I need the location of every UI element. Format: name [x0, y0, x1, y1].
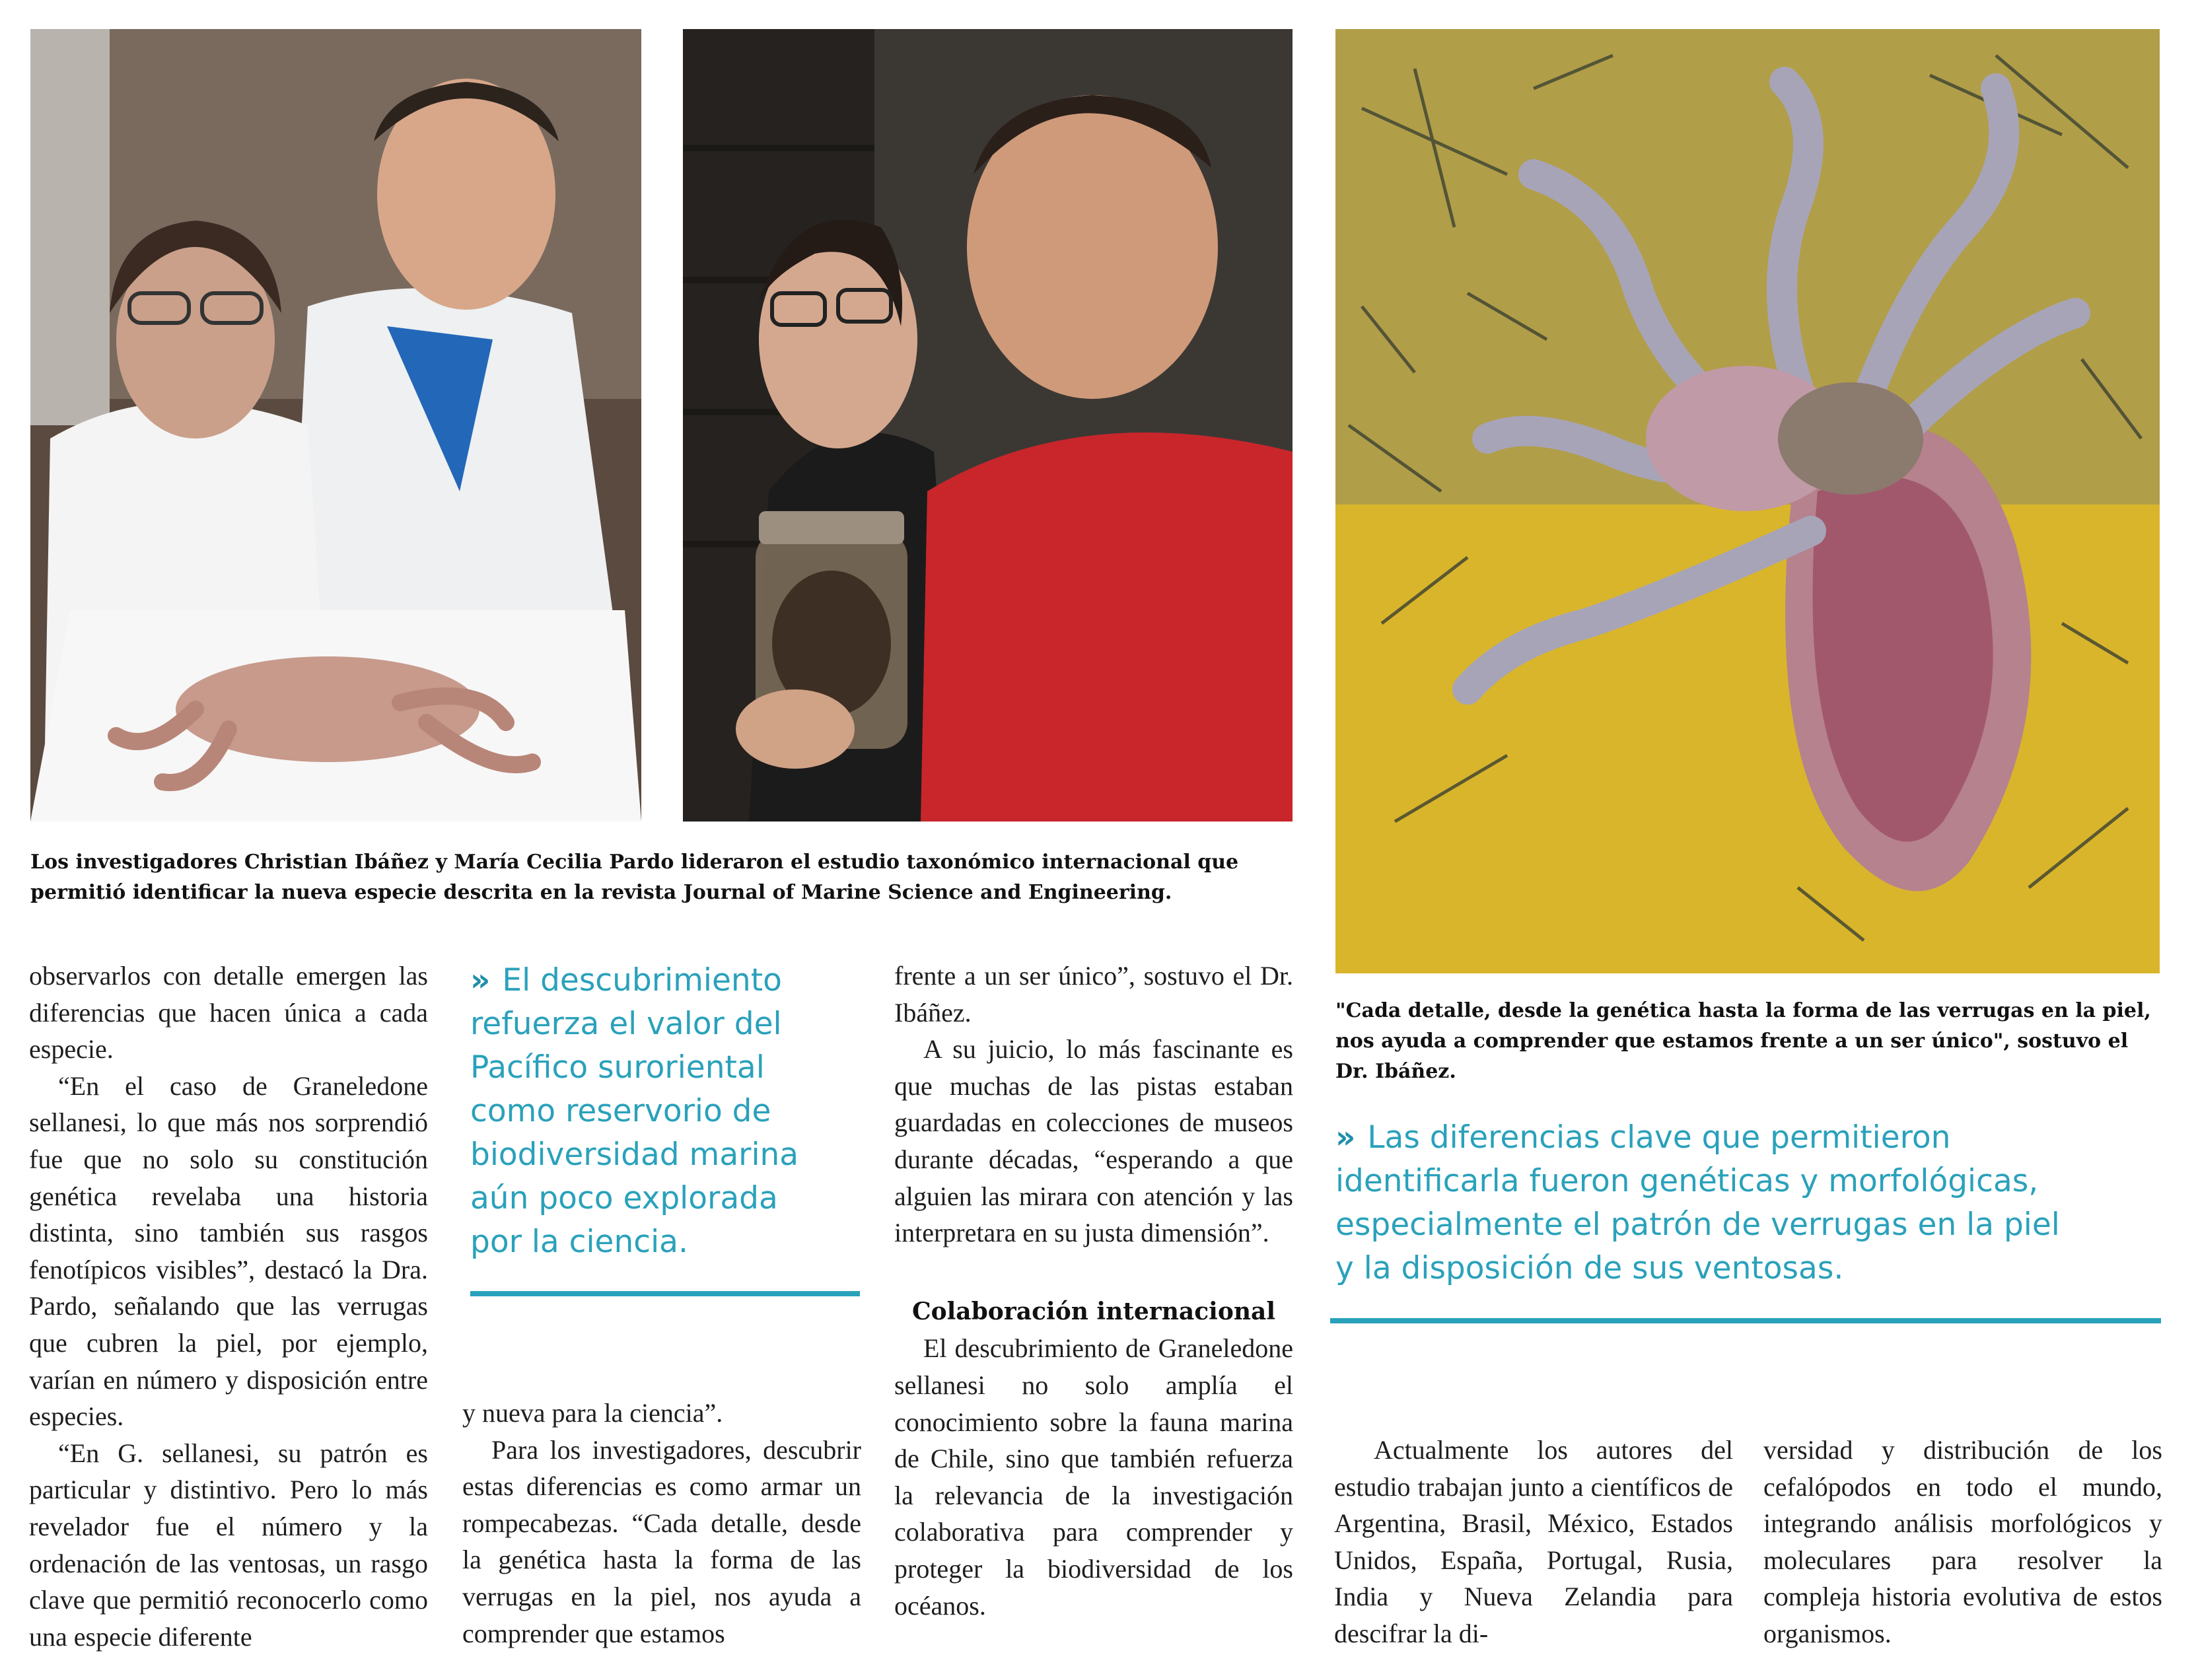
article-column-3: [894, 958, 1293, 1624]
chevron-icon: »: [470, 962, 491, 998]
pull-quote-2: [1335, 1116, 2075, 1290]
section-subheading: Colaboración internacional: [911, 1297, 1276, 1325]
body-paragraph: frente a un ser único”, sostuvo el Dr. Ibáñez.: [894, 961, 1293, 1028]
pull-quote-rule: [470, 1291, 860, 1296]
body-paragraph: “En G. sellanesi, su patrón es particular y distintivo. Pero lo más revelador fue el número y la ordenación de las ventosas, un rasgo clave que permitió reconocerlo como una especie diferente: [29, 1438, 428, 1652]
article-column-1: [29, 958, 428, 1655]
photo-researchers-jar: [683, 29, 1293, 822]
pull-quote-text: El descubrimiento refuerza el valor del Pacífico suroriental como reservorio de biodiversidad marina aún poco explorada por la ciencia.: [470, 962, 799, 1260]
photo-octopus-specimen: [1335, 29, 2160, 973]
photo-caption-researchers: Los investigadores Christian Ibáñez y María Cecilia Pardo lideraron el estudio taxonómico internacional que permitió identificar la nueva especie descrita en la revista Journal of Marine Science and Engineering.: [30, 851, 1239, 904]
photo-researchers-lab-icon: [30, 29, 641, 822]
pull-quote-rule: [1330, 1318, 2161, 1323]
article-column-2: [462, 1395, 861, 1652]
photo-researchers-lab: [30, 29, 641, 822]
body-paragraph: Actualmente los autores del estudio trabajan junto a científicos de Argentina, Brasil, México, Estados Unidos, España, Portugal, Rusia, India y Nueva Zelandia para descifrar la di-: [1334, 1435, 1733, 1648]
photo-caption-octopus: "Cada detalle, desde la genética hasta la forma de las verrugas en la piel, nos ayuda a comprender que estamos frente a un ser único", sostuvo el Dr. Ibáñez.: [1335, 999, 2151, 1083]
chevron-icon: »: [1335, 1119, 1356, 1156]
article-column-5: [1763, 1432, 2162, 1652]
body-paragraph: Para los investigadores, descubrir estas diferencias es como armar un rompecabezas. “Cada detalle, desde la genética hasta la forma de las verrugas en la piel, nos ayuda a comprender que estamos: [462, 1434, 861, 1648]
body-paragraph: y nueva para la ciencia”.: [462, 1398, 723, 1428]
body-paragraph: El descubrimiento de Graneledone sellanesi no solo amplía el conocimiento sobre la fauna marina de Chile, sino que también refuerza la relevancia de la investigación colaborativa para comprender y proteger la biodiversidad de los océanos.: [894, 1333, 1293, 1621]
body-paragraph: versidad y distribución de los cefalópodos en todo el mundo, integrando análisis morfológicos y moleculares para resolver la compleja historia evolutiva de estos organismos.: [1763, 1435, 2162, 1648]
body-paragraph: observarlos con detalle emergen las diferencias que hacen única a cada especie.: [29, 961, 428, 1065]
body-paragraph: “En el caso de Graneledone sellanesi, lo que más nos sorprendió fue que no solo su constitución genética revelaba una historia distinta, sino también sus rasgos fenotípicos visibles”, destacó la Dra. Pardo, señalando que las verrugas que cubren la piel, por ejemplo, varían en número y disposición entre especies.: [29, 1070, 428, 1432]
pull-quote-text: Las diferencias clave que permitieron identificarla fueron genéticas y morfológicas, especialmente el patrón de verrugas en la piel y la disposición de sus ventosas.: [1335, 1119, 2060, 1286]
body-paragraph: A su juicio, lo más fascinante es que muchas de las pistas estaban guardadas en colecciones de museos durante décadas, “esperando a que alguien las mirara con atención y las interpretara en su justa dimensión”.: [894, 1034, 1293, 1248]
photo-researchers-jar-icon: [683, 29, 1293, 822]
photo-octopus-specimen-icon: [1335, 29, 2160, 973]
pull-quote-1: [470, 959, 827, 1264]
article-column-4: [1334, 1432, 1733, 1652]
